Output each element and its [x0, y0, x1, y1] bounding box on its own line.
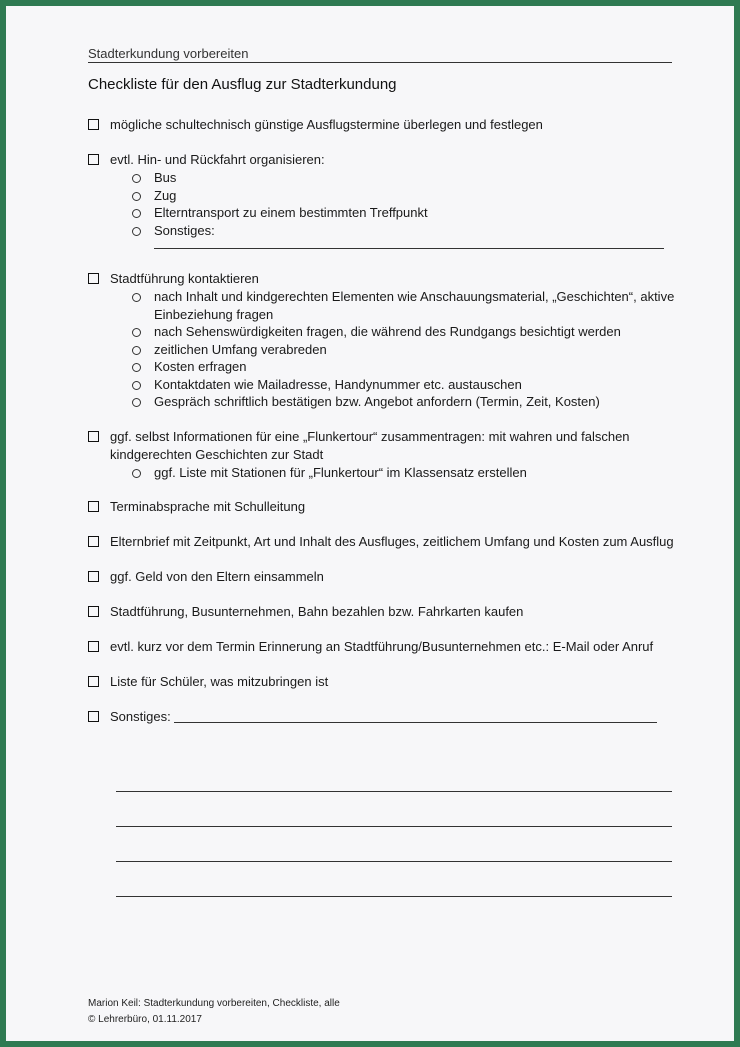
sub-item: Gespräch schriftlich bestätigen bzw. Angebot anfordern (Termin, Zeit, Kosten)	[132, 393, 678, 411]
checklist-item	[88, 428, 678, 482]
item-text: mögliche schultechnisch günstige Ausflugstermine überlegen und festlegen	[110, 117, 543, 132]
sub-list	[110, 169, 678, 239]
checklist-item	[88, 673, 678, 691]
checklist-item	[88, 151, 678, 249]
sub-item: Elterntransport zu einem bestimmten Treffpunkt	[132, 204, 678, 222]
checklist-item	[88, 498, 678, 516]
checkbox-icon[interactable]	[88, 154, 99, 165]
fill-in-line[interactable]	[154, 248, 664, 249]
sub-item: Kosten erfragen	[132, 358, 678, 376]
header-rule	[88, 62, 672, 63]
item-text: Sonstiges:	[110, 709, 171, 724]
sub-item: nach Sehenswürdigkeiten fragen, die während des Rundgangs besichtigt werden	[132, 323, 678, 341]
sub-item: Zug	[132, 187, 678, 205]
circle-bullet-icon	[132, 209, 141, 218]
circle-bullet-icon	[132, 328, 141, 337]
sub-list	[110, 288, 678, 411]
circle-bullet-icon	[132, 174, 141, 183]
circle-bullet-icon	[132, 227, 141, 236]
document-page	[6, 6, 734, 1041]
checkbox-icon[interactable]	[88, 641, 99, 652]
circle-bullet-icon	[132, 363, 141, 372]
checkbox-icon[interactable]	[88, 676, 99, 687]
checklist	[88, 110, 678, 726]
fill-in-line[interactable]	[116, 861, 672, 862]
item-text: Liste für Schüler, was mitzubringen ist	[110, 674, 329, 689]
footer	[88, 996, 340, 1028]
sub-item: ggf. Liste mit Stationen für „Flunkertour“ im Klassensatz erstellen	[132, 464, 678, 482]
sub-item: Kontaktdaten wie Mailadresse, Handynummer etc. austauschen	[132, 376, 678, 394]
checkbox-icon[interactable]	[88, 571, 99, 582]
sub-item: zeitlichen Umfang verabreden	[132, 341, 678, 359]
checkbox-icon[interactable]	[88, 711, 99, 722]
circle-bullet-icon	[132, 398, 141, 407]
sub-item: nach Inhalt und kindgerechten Elementen wie Anschauungsmaterial, „Geschichten“, aktive Einbeziehung fragen	[132, 288, 678, 323]
item-text: ggf. Geld von den Eltern einsammeln	[110, 569, 324, 584]
item-text: Elternbrief mit Zeitpunkt, Art und Inhalt des Ausfluges, zeitlichem Umfang und Kosten zum Ausflug	[110, 534, 674, 549]
checklist-item	[88, 708, 678, 726]
sub-item: Sonstiges:	[132, 222, 678, 240]
notes-lines	[116, 791, 672, 931]
item-text: evtl. Hin- und Rückfahrt organisieren:	[110, 152, 325, 167]
item-text: Stadtführung, Busunternehmen, Bahn bezahlen bzw. Fahrkarten kaufen	[110, 604, 524, 619]
item-text: ggf. selbst Informationen für eine „Flunkertour“ zusammentragen: mit wahren und falschen kindgerechten Geschichten zur Stadt	[110, 428, 630, 462]
item-text: Terminabsprache mit Schulleitung	[110, 499, 306, 514]
checklist-item	[88, 638, 678, 656]
item-text: evtl. kurz vor dem Termin Erinnerung an Stadtführung/Busunternehmen etc.: E-Mail oder Anruf	[110, 639, 654, 654]
circle-bullet-icon	[132, 293, 141, 302]
footer-copyright: © Lehrerbüro, 01.11.2017	[88, 1014, 202, 1025]
checklist-item	[88, 116, 678, 134]
sub-item: Bus	[132, 169, 678, 187]
fill-in-line[interactable]	[116, 791, 672, 792]
footer-author: Marion Keil: Stadterkundung vorbereiten, Checkliste, alle	[88, 998, 340, 1009]
circle-bullet-icon	[132, 346, 141, 355]
checklist-item	[88, 533, 678, 551]
checklist-item	[88, 270, 678, 411]
checkbox-icon[interactable]	[88, 606, 99, 617]
fill-in-line[interactable]	[116, 896, 672, 897]
header-title: Stadterkundung vorbereiten	[88, 46, 249, 61]
fill-in-line[interactable]	[174, 722, 657, 723]
checkbox-icon[interactable]	[88, 273, 99, 284]
checkbox-icon[interactable]	[88, 536, 99, 547]
checklist-item	[88, 568, 678, 586]
checkbox-icon[interactable]	[88, 501, 99, 512]
circle-bullet-icon	[132, 381, 141, 390]
checkbox-icon[interactable]	[88, 431, 99, 442]
circle-bullet-icon	[132, 192, 141, 201]
circle-bullet-icon	[132, 469, 141, 478]
item-text: Stadtführung kontaktieren	[110, 271, 259, 286]
checklist-item	[88, 603, 678, 621]
document-title: Checkliste für den Ausflug zur Stadterkundung	[88, 76, 397, 93]
sub-list	[110, 464, 678, 482]
fill-in-line[interactable]	[116, 826, 672, 827]
checkbox-icon[interactable]	[88, 119, 99, 130]
